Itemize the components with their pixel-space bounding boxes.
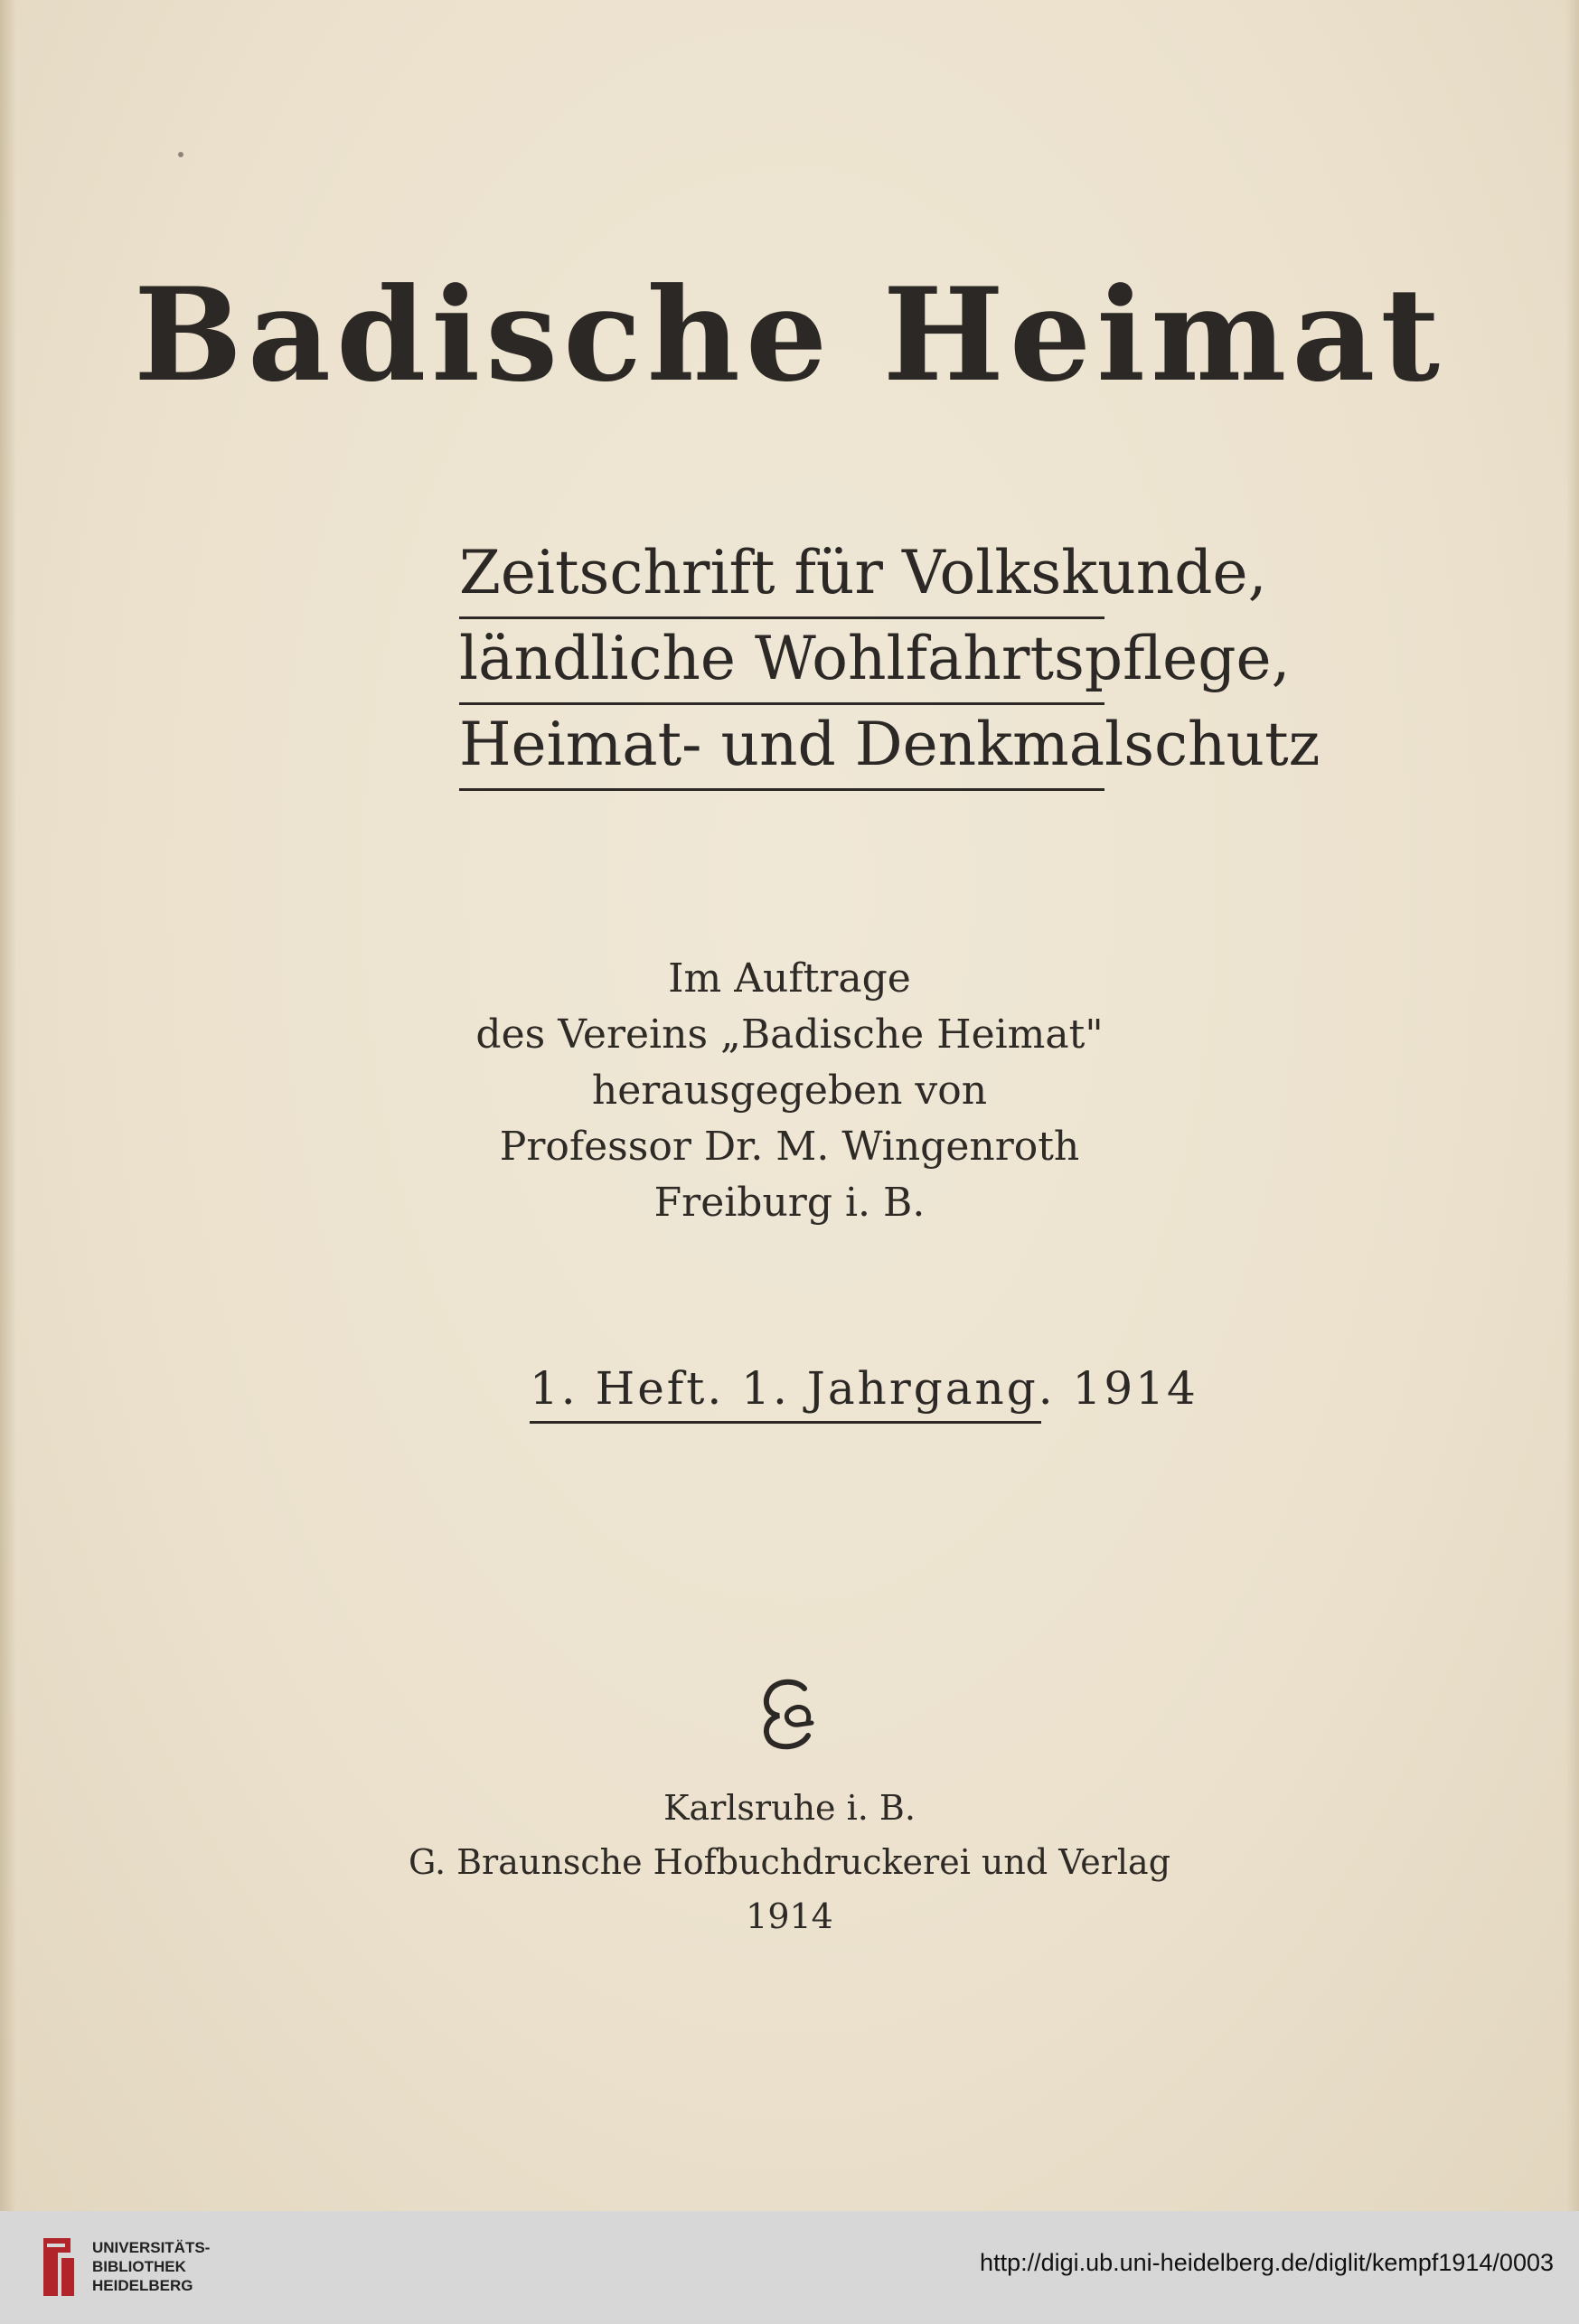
publication-year: 1914: [746, 1896, 833, 1936]
permalink-url[interactable]: http://digi.ub.uni-heidelberg.de/diglit/kempf1914/0003: [980, 2249, 1554, 2276]
publisher-city: Karlsruhe i. B.: [663, 1788, 916, 1828]
paper-speck: [178, 152, 183, 157]
library-footer: [0, 2211, 1579, 2324]
publisher-block: [0, 1781, 1579, 1943]
library-name-line-2: BIBLIOTHEK: [92, 2258, 186, 2275]
library-name-line-3: HEIDELBERG: [92, 2277, 193, 2294]
commission-line-1: Im Auftrage: [668, 955, 911, 1002]
library-name-line-1: UNIVERSITÄTS-: [92, 2239, 211, 2256]
issue-line: 1. Heft. 1. Jahrgang. 1914: [530, 1356, 1041, 1424]
commission-line-2: des Vereins „Badische Heimat": [475, 1011, 1104, 1058]
university-library-logo-icon: [36, 2233, 78, 2301]
commission-line-4: Professor Dr. M. Wingenroth: [499, 1124, 1080, 1170]
library-name: [92, 2238, 210, 2295]
journal-title: Badische Heimat: [134, 260, 1445, 410]
commission-line-5: Freiburg i. B.: [653, 1180, 926, 1226]
publisher-name: G. Braunsche Hofbuchdruckerei und Verlag: [408, 1842, 1171, 1882]
subtitle-line-2: ländliche Wohlfahrtspflege,: [459, 619, 1104, 705]
subtitle-block: [459, 533, 1321, 791]
subtitle-line-3: Heimat- und Denkmalschutz: [459, 705, 1104, 791]
commission-line-3: herausgegeben von: [591, 1068, 988, 1114]
editorial-credit: [0, 951, 1579, 1231]
publisher-monogram-icon: [757, 1676, 821, 1750]
subtitle-line-1: Zeitschrift für Volkskunde,: [459, 533, 1104, 619]
